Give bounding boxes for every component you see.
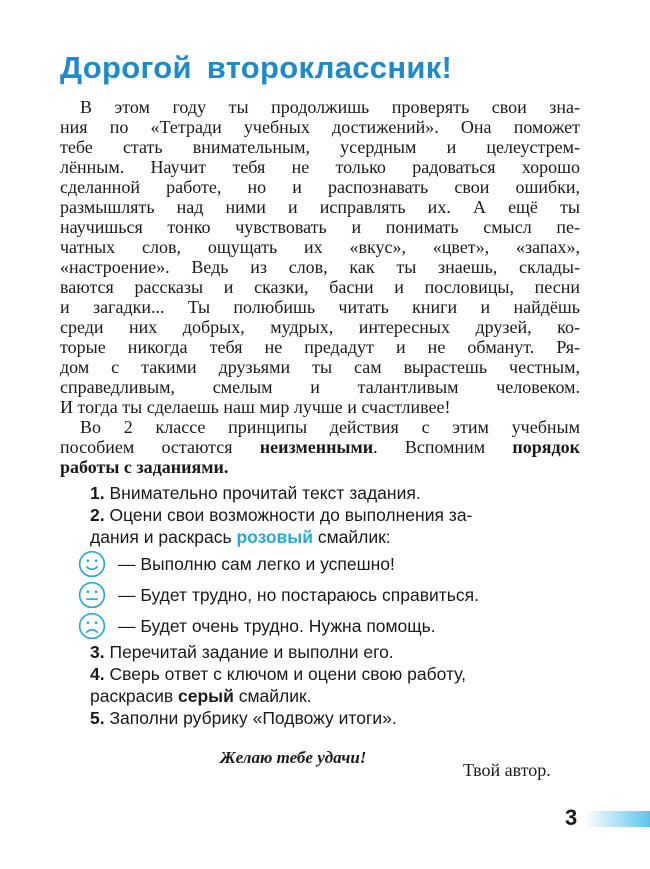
text-line: тебе стать внимательным, усердным и целеустрем-: [60, 137, 580, 157]
text-line: дом с такими друзьями ты сам вырастешь честным,: [60, 357, 580, 377]
step-3: [90, 641, 580, 663]
author-signature: Твой автор.: [463, 760, 551, 780]
step-1: [90, 482, 580, 504]
closing-wish: Желаю тебе удачи!: [220, 748, 367, 767]
text-line: В этом году ты продолжишь проверять свои зна-: [80, 97, 580, 117]
text-line: И тогда ты сделаешь наш мир лучше и счастливее!: [60, 397, 451, 417]
text-line: Во 2 классе принципы действия с этим учебным: [80, 417, 580, 437]
bold-text: порядок: [512, 437, 580, 457]
step-4: [90, 663, 580, 707]
smiley-row-neutral: [90, 579, 580, 610]
step-text: смайлик.: [233, 686, 312, 706]
text-line: [60, 437, 580, 457]
page-number-bar: [585, 811, 650, 827]
bold-text: работы с заданиями.: [60, 457, 229, 477]
step-text: смайлик:: [313, 527, 391, 547]
step-number: 2.: [90, 505, 105, 525]
smiley-text: — Будет трудно, но постараюсь справиться.: [118, 584, 479, 605]
highlight-text: розовый: [236, 527, 313, 547]
smiley-row-sad: [90, 610, 580, 641]
smiley-text: — Выполню сам легко и успешно!: [118, 553, 395, 574]
text-line: ваются рассказы и сказки, басни и пословицы, песни: [60, 277, 580, 297]
sad-smiley-icon: [78, 612, 106, 640]
bold-text: серый: [178, 686, 234, 706]
step-text: раскрасив: [90, 686, 179, 706]
step-number: 4.: [90, 664, 105, 684]
text-fragment: пособием остаются: [60, 437, 260, 457]
text-fragment: . Вспомним: [373, 437, 513, 457]
step-5: [90, 707, 580, 729]
intro-text: [60, 97, 580, 477]
step-text: Перечитай задание и выполни его.: [109, 642, 394, 662]
step-2: [90, 504, 580, 548]
step-number: 3.: [90, 642, 105, 662]
happy-smiley-icon: [78, 550, 106, 578]
task-steps-list: [90, 482, 580, 729]
bold-text: неизменными: [259, 437, 374, 457]
step-text: Внимательно прочитай текст задания.: [109, 483, 421, 503]
text-line: справедливым, смелым и талантливым человеком.: [60, 377, 580, 397]
text-line: и загадки... Ты полюбишь читать книги и найдёшь: [60, 297, 580, 317]
text-line: размышлять над ними и исправлять их. А ещё ты: [60, 197, 580, 217]
text-line: лённым. Научит тебя не только радоваться хорошо: [60, 157, 580, 177]
text-line: «настроение». Ведь из слов, как ты знаешь, склады-: [60, 257, 580, 277]
neutral-smiley-icon: [78, 581, 106, 609]
text-line: ния по «Тетради учебных достижений». Она поможет: [60, 117, 580, 137]
text-line: научишься тонко чувствовать и понимать смысл пе-: [60, 217, 580, 237]
smiley-row-happy: [90, 548, 580, 579]
step-text: Оцени свои возможности до выполнения за-: [109, 505, 473, 525]
text-line: [60, 457, 580, 477]
page-number: 3: [565, 805, 578, 830]
paragraph-2: [60, 417, 580, 477]
text-line: чатных слов, ощущать их «вкус», «цвет», «запах»,: [60, 237, 580, 257]
step-text: Сверь ответ с ключом и оцени свою работу,: [109, 664, 467, 684]
step-number: 1.: [90, 483, 105, 503]
step-number: 5.: [90, 708, 105, 728]
text-line: среди них добрых, мудрых, интересных друзей, ко-: [60, 317, 580, 337]
smiley-text: — Будет очень трудно. Нужна помощь.: [118, 615, 436, 636]
text-line: торые никогда тебя не предадут и не обманут. Ря-: [60, 337, 580, 357]
step-text: Заполни рубрику «Подвожу итоги».: [109, 708, 397, 728]
paragraph-1: [60, 97, 580, 417]
step-text: дания и раскрась: [90, 527, 237, 547]
page-title: Дорогой второклассник!: [60, 50, 453, 85]
text-line: сделанной работе, но и распознавать свои ошибки,: [60, 177, 580, 197]
